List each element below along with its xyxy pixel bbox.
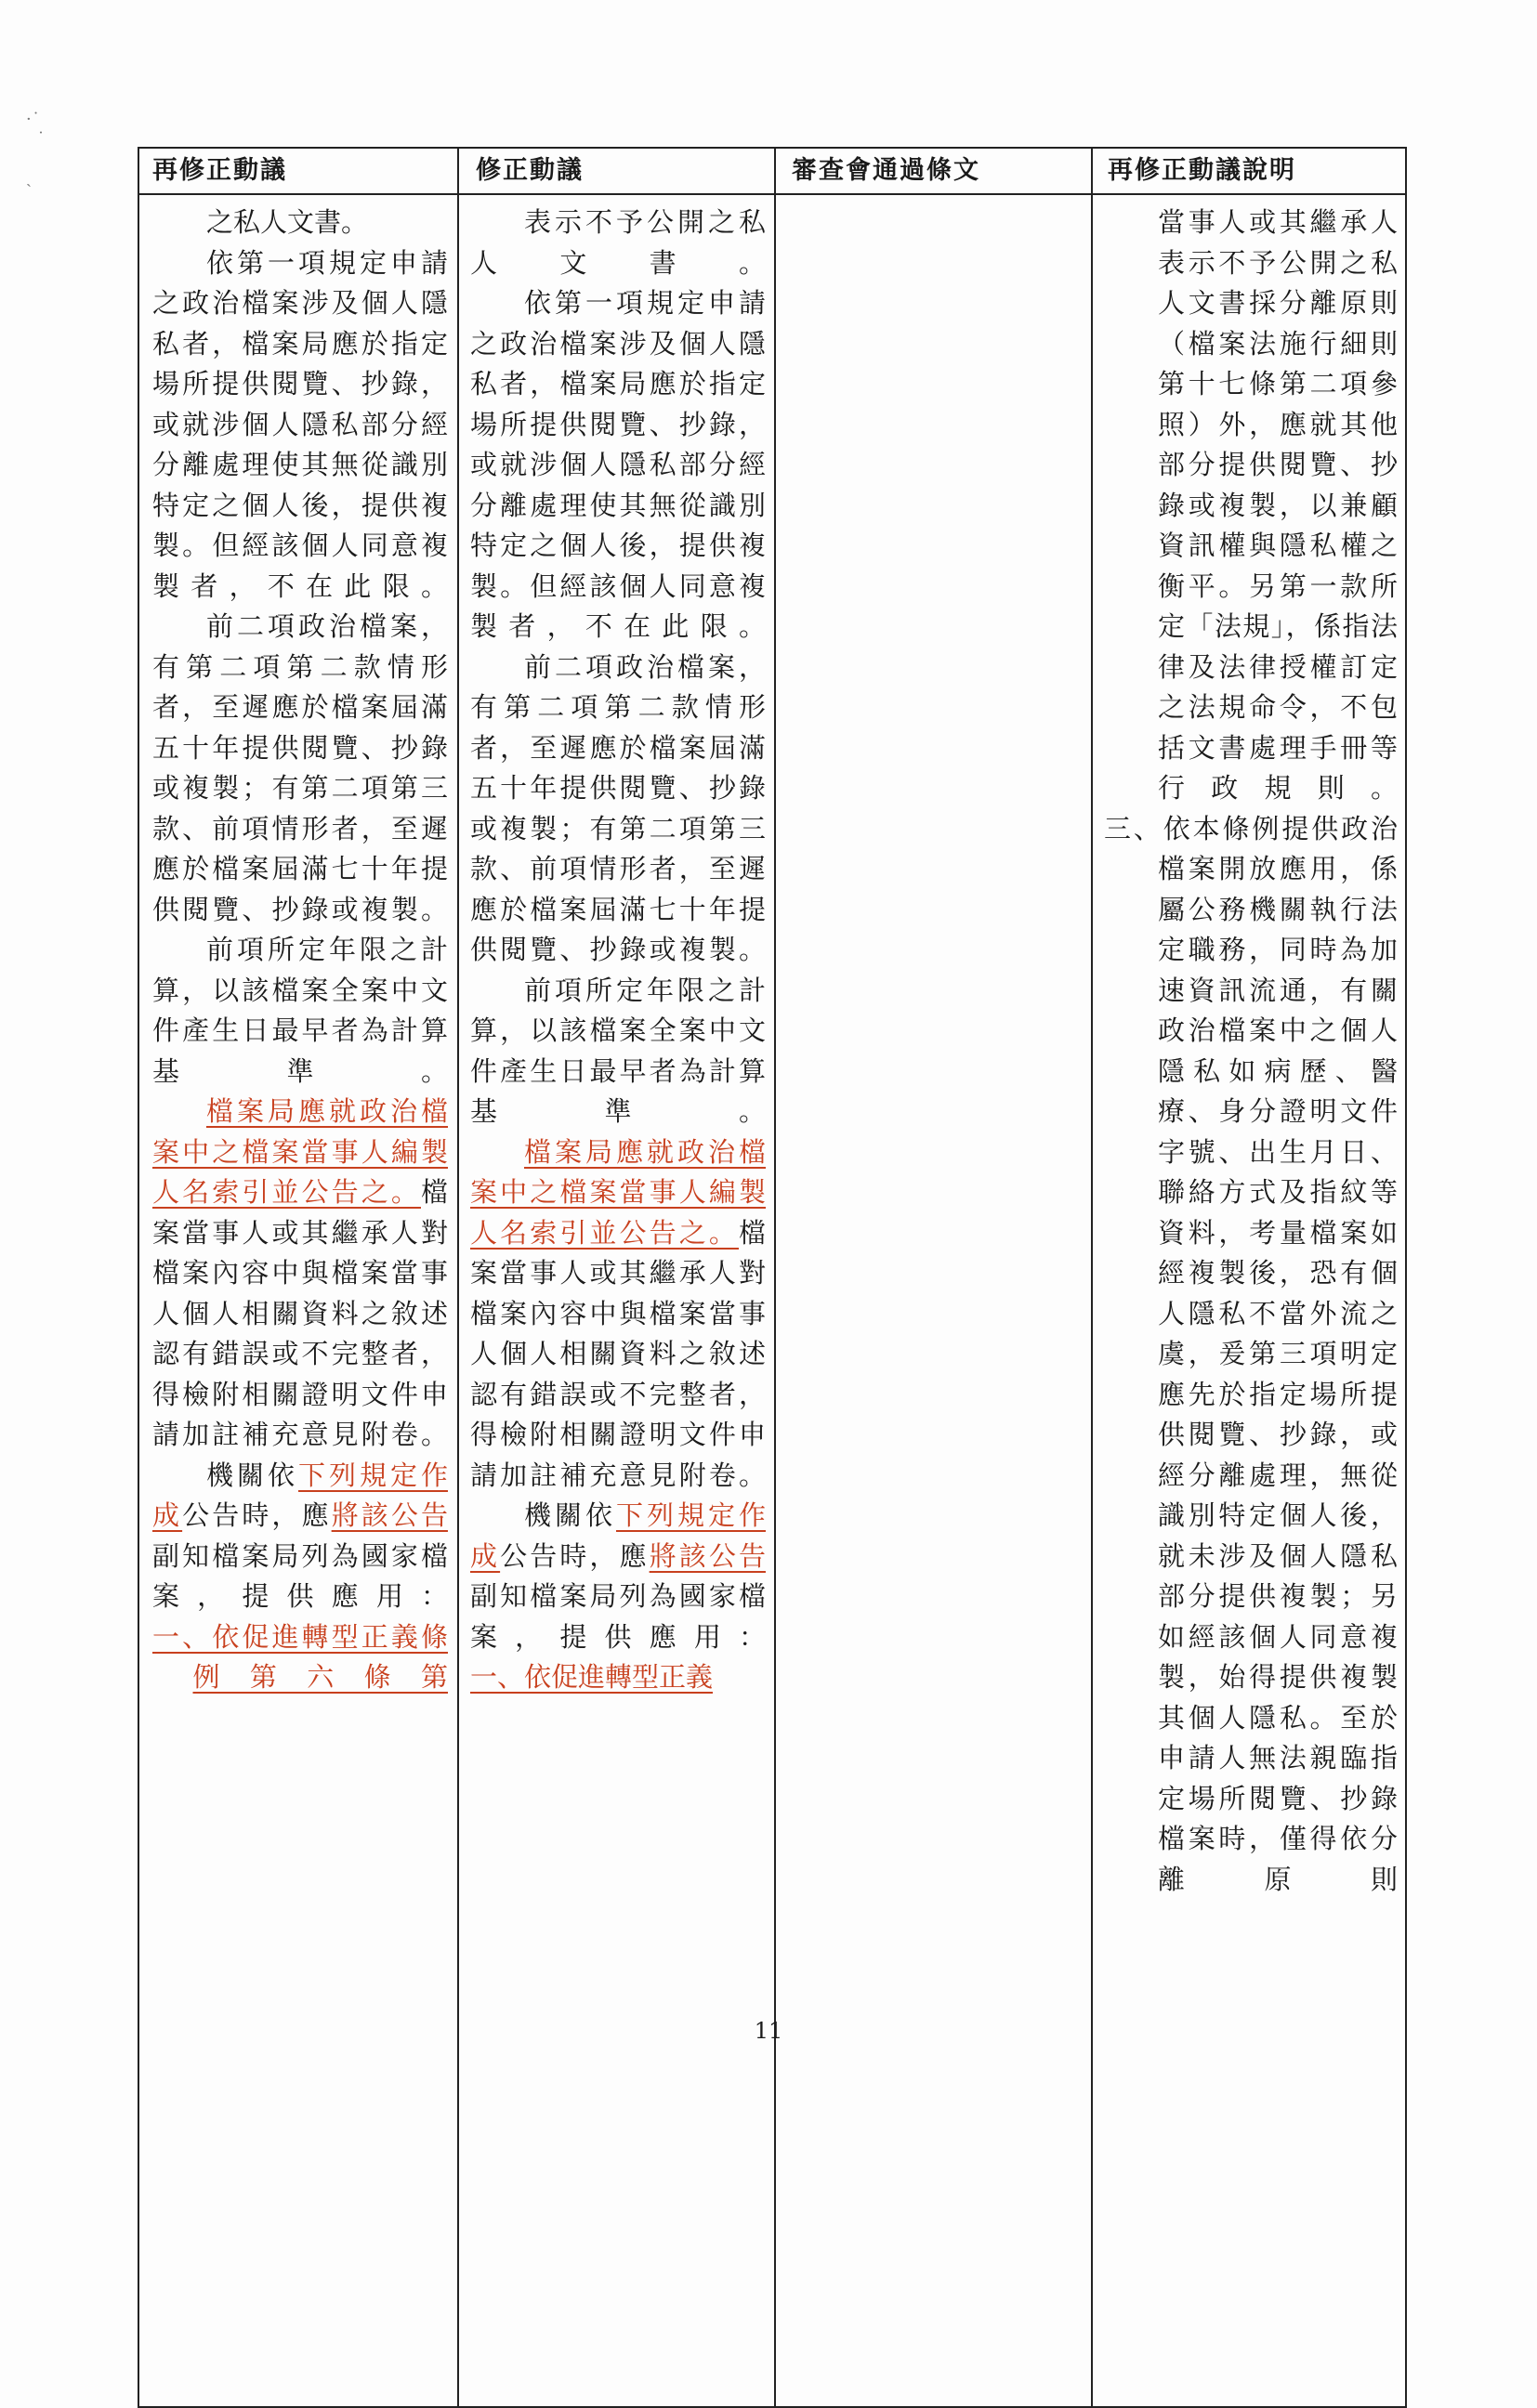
- column-divider: [457, 149, 459, 2406]
- header-explanation: 再修正動議說明: [1108, 156, 1296, 185]
- red-added-text: 一、依促進轉型正義: [470, 1661, 714, 1693]
- text: 副知檔案局列為國家檔案，提供應用：: [470, 1580, 766, 1653]
- header-resubmitted-amendment: 再修正動議: [152, 156, 287, 185]
- text: 機關依: [524, 1499, 616, 1531]
- header-amendment: 修正動議: [476, 156, 584, 185]
- paragraph: [470, 1132, 766, 1497]
- paragraph: 當事人或其繼承人表示不予公開之私人文書採分離原則（檔案法施行細則第十七條第二項參照）外，應就其他部分提供閱覽、抄錄或複製，以兼顧資訊權與隱私權之衡平。另第一款所定「法規」，係指法律及法律授權訂定之法規命令，不包括文書處理手冊等行政規則。: [1158, 206, 1398, 804]
- comparison-table: [138, 147, 1407, 2408]
- paragraph: [152, 1456, 448, 1617]
- column-explanation: [1104, 203, 1398, 1900]
- red-added-text: 檔案局應就政治檔案中之檔案當事人編製人名索引並公告之。: [152, 1095, 448, 1208]
- red-added-text: 下列規定作成: [152, 1459, 448, 1531]
- table-header: [139, 149, 1405, 195]
- paragraph: 前項所定年限之計算，以該檔案全案中文件產生日最早者為計算基準。: [470, 974, 766, 1127]
- red-added-text: 檔案局應就政治檔案中之檔案當事人編製人名索引並公告之。: [470, 1135, 766, 1249]
- text: 檔案當事人或其繼承人對檔案內容中與檔案當事人個人相關資料之敘述認有錯誤或不完整者，得檢附相關證明文件申請加註補充意見附卷。: [152, 1176, 448, 1450]
- list-item: 三、依本條例提供政治檔案開放應用，係屬公務機關執行法定職務，同時為加速資訊流通，有關政治檔案中之個人隱私如病歷、醫療、身分證明文件字號、出生月日、聯絡方式及指紋等資料，考量檔案如經複製後，恐有個人隱私不當外流之虞，爰第三項明定應先於指定場所提供閱覽、抄錄，或經分離處理，無從識別特定個人後，就未涉及個人隱私部分提供複製；另如經該個人同意複製，始得提供複製其個人隱私。至於申請人無法親臨指定場所閱覽、抄錄檔案時，僅得依分離原則: [1104, 812, 1398, 1895]
- paragraph: 表示不予公開之私人文書。: [470, 206, 766, 279]
- paragraph: [470, 1496, 766, 1657]
- text: 檔案當事人或其繼承人對檔案內容中與檔案當事人個人相關資料之敘述認有錯誤或不完整者，得檢附相關證明文件申請加註補充意見附卷。: [470, 1216, 766, 1491]
- paragraph: 依第一項規定申請之政治檔案涉及個人隱私者，檔案局應於指定場所提供閱覽、抄錄，或就涉個人隱私部分經分離處理使其無從識別特定之個人後，提供複製。但經該個人同意複製者，不在此限。: [152, 246, 448, 602]
- column-divider: [774, 149, 776, 2406]
- paragraph: [152, 1092, 448, 1456]
- paragraph: 前項所定年限之計算，以該檔案全案中文件產生日最早者為計算基準。: [152, 934, 448, 1087]
- paragraph: 前二項政治檔案，有第二項第二款情形者，至遲應於檔案屆滿五十年提供閱覽、抄錄或複製；有第二項第三款、前項情形者，至遲應於檔案屆滿七十年提供閱覽、抄錄或複製。: [152, 610, 448, 925]
- column-resubmitted-amendment: [152, 203, 448, 1698]
- scan-specks: · ͘ ˙ ˎ: [26, 110, 46, 188]
- text: 公告時，應: [182, 1499, 332, 1531]
- text: 副知檔案局列為國家檔案，提供應用：: [152, 1539, 448, 1612]
- red-added-text: 將該公告: [331, 1499, 448, 1531]
- column-divider: [1091, 149, 1093, 2406]
- paragraph: 之私人文書。: [206, 206, 369, 238]
- red-added-text: 下列規定作成: [470, 1499, 766, 1572]
- header-committee-text: 審查會通過條文: [792, 156, 980, 185]
- text: 機關依: [206, 1459, 298, 1491]
- column-amendment: [470, 203, 766, 1698]
- paragraph: 依第一項規定申請之政治檔案涉及個人隱私者，檔案局應於指定場所提供閱覽、抄錄，或就涉個人隱私部分經分離處理使其無從識別特定之個人後，提供複製。但經該個人同意複製者，不在此限。: [470, 287, 766, 642]
- text: 公告時，應: [500, 1539, 650, 1572]
- page-number: 11: [754, 2018, 783, 2044]
- paragraph: [152, 1617, 448, 1698]
- paragraph: 前二項政治檔案，有第二項第二款情形者，至遲應於檔案屆滿五十年提供閱覽、抄錄或複製；有第二項第三款、前項情形者，至遲應於檔案屆滿七十年提供閱覽、抄錄或複製。: [470, 650, 766, 965]
- paragraph: [470, 1657, 766, 1698]
- red-added-text: 將該公告: [649, 1539, 766, 1572]
- red-added-text: 一、依促進轉型正義條例第六條第: [152, 1620, 448, 1693]
